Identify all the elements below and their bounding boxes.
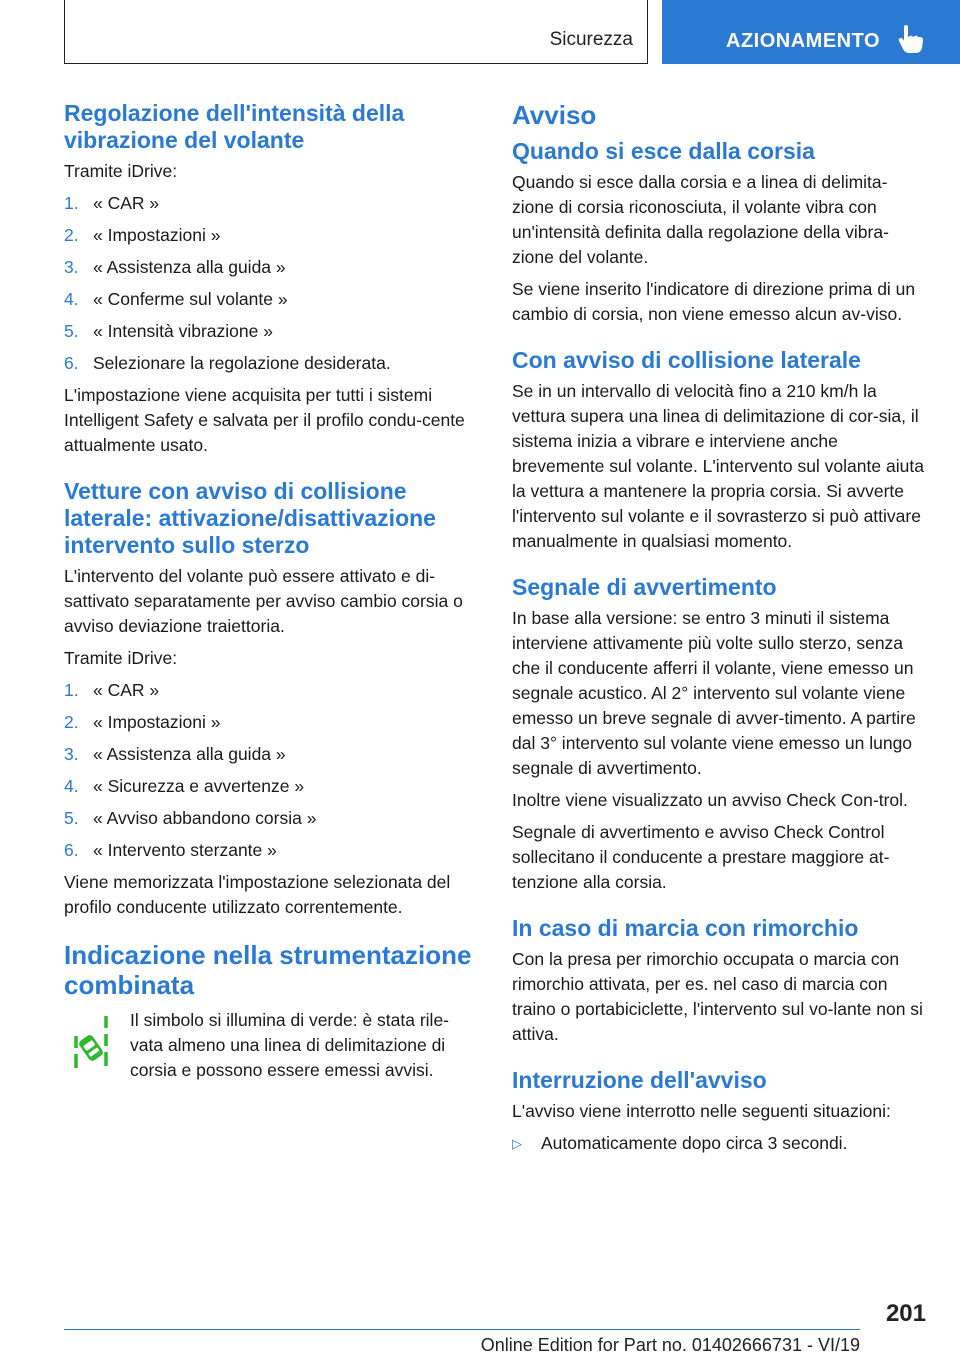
step-list (64, 678, 480, 863)
paragraph: In base alla versione: se entro 3 minuti il sistema interviene attivamente più volte sullo sterzo, senza che il conducente afferri il volante, viene emesso un segnale acustico. Al 2° intervento sul volante viene emesso un breve segnale di avver-timento. A partire dal 3° intervento sul volante viene emesso un lungo segnale di avvertimento. (512, 608, 916, 778)
paragraph: Inoltre viene visualizzato un avviso Check Con-trol. (512, 790, 908, 810)
page-number: 201 (885, 1300, 926, 1327)
paragraph: Viene memorizzata l'impostazione selezionata del profilo conducente utilizzato correntemente. (64, 872, 451, 917)
footer-divider (64, 1329, 860, 1330)
section-title: Con avviso di collisione laterale (512, 347, 861, 373)
list-item: 1. « CAR » (64, 193, 160, 213)
list-item: 3. « Assistenza alla guida » (64, 744, 286, 764)
paragraph: L'impostazione viene acquisita per tutti i sistemi Intelligent Safety e salvata per il profilo condu-cente attualmente usato. (64, 385, 465, 455)
paragraph: Tramite iDrive: (64, 648, 178, 668)
paragraph: Il simbolo si illumina di verde: è stata rile-vata almeno una linea di delimitazione di corsia e possono essere emessi avvisi. (130, 1010, 450, 1080)
step-list (64, 191, 480, 376)
list-item: 4. « Conferme sul volante » (64, 289, 288, 309)
header-chapter-label: AZIONAMENTO (726, 30, 881, 52)
footer-edition: Online Edition for Part no. 01402666731 - VI/19 (480, 1335, 860, 1355)
paragraph: Con la presa per rimorchio occupata o marcia con rimorchio attivata, per es. nel caso di marcia con traino o portabiciclette, l'intervento sul vo-lante non si attiva. (512, 949, 923, 1044)
indicator-block (64, 1008, 480, 1083)
section-title: Indicazione nella strumentazione combinata (64, 940, 472, 1000)
list-item: 4. « Sicurezza e avvertenze » (64, 776, 305, 796)
section-title: Regolazione dell'intensità della vibrazione del volante (64, 100, 405, 153)
list-item: 6. Selezionare la regolazione desiderata. (64, 353, 391, 373)
right-column (512, 100, 928, 1163)
list-item: 2. « Impostazioni » (64, 225, 221, 245)
pointing-hand-icon (898, 24, 924, 54)
paragraph: Quando si esce dalla corsia e a linea di delimita-zione di corsia riconosciuta, il volante vibra con un'intensità definita dalla regolazione della vibra-zione del volante. (512, 172, 889, 267)
section-title: Segnale di avvertimento (512, 574, 777, 600)
header-section-box (64, 0, 648, 64)
section-title: In caso di marcia con rimorchio (512, 915, 859, 941)
paragraph: Segnale di avvertimento e avviso Check Control sollecitano il conducente a prestare maggiore at-tenzione alla corsia. (512, 822, 890, 892)
list-item: 1. « CAR » (64, 680, 160, 700)
paragraph: Se viene inserito l'indicatore di direzione prima di un cambio di corsia, non viene emesso alcun av-viso. (512, 279, 916, 324)
section-title: Quando si esce dalla corsia (512, 138, 815, 164)
section-title: Avviso (512, 100, 597, 130)
lane-departure-icon (72, 1012, 110, 1078)
list-item: 5. « Intensità vibrazione » (64, 321, 273, 341)
list-item: 2. « Impostazioni » (64, 712, 221, 732)
paragraph: L'avviso viene interrotto nelle seguenti situazioni: (512, 1101, 891, 1121)
section-title: Interruzione dell'avviso (512, 1067, 767, 1093)
left-column (64, 100, 480, 1090)
section-title: Vetture con avviso di collisione laterale: attivazione/disattivazione intervento sullo sterzo (64, 478, 436, 558)
paragraph: L'intervento del volante può essere attivato e di-sattivato separatamente per avviso cambio corsia o avviso deviazione traiettoria. (64, 566, 463, 636)
list-item: 5. « Avviso abbandono corsia » (64, 808, 317, 828)
triangle-bullet-icon: ▷ (512, 1136, 522, 1151)
list-item: 6. « Intervento sterzante » (64, 840, 277, 860)
list-item: 3. « Assistenza alla guida » (64, 257, 286, 277)
paragraph: Tramite iDrive: (64, 161, 178, 181)
header-section-label: Sicurezza (549, 29, 633, 50)
paragraph: Se in un intervallo di velocità fino a 210 km/h la vettura supera una linea di delimitazione di cor-sia, il sistema inizia a vibrare e interviene anche brevemente sul volante. L'intervento sul volante aiuta la vettura a mantenere la propria corsia. Si avverte l'intervento sul volante e il sovrasterzo si può attivare manualmente in qualsiasi momento. (512, 381, 924, 551)
bullet-list (512, 1131, 928, 1156)
list-item: ▷ Automaticamente dopo circa 3 secondi. (512, 1131, 928, 1156)
header-chapter-box (662, 0, 960, 64)
